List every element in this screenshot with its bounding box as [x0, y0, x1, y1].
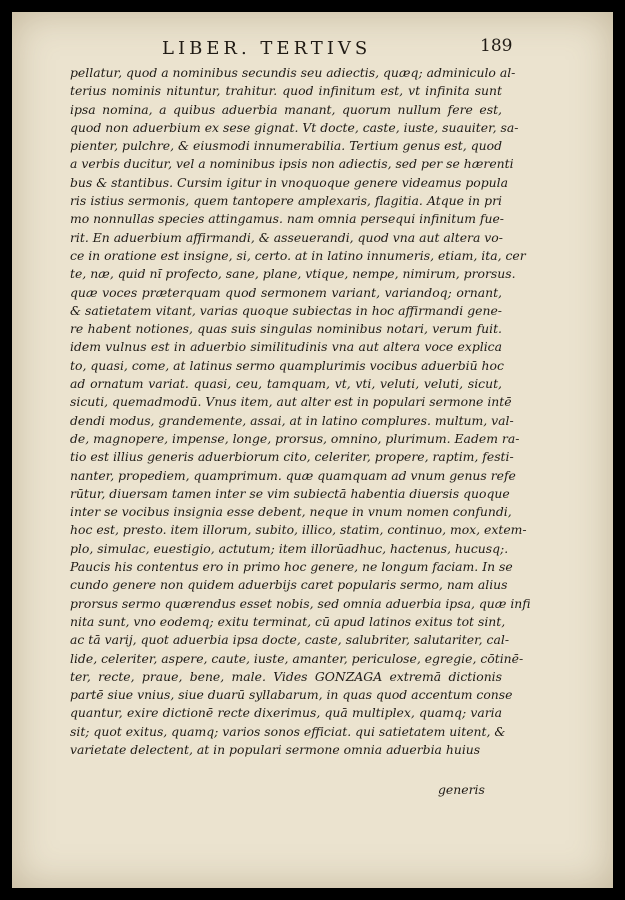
text-line: tio est illius generis aduerbiorum cito, celeriter, propere, raptim, festi-: [70, 449, 514, 465]
text-line: ad ornatum variat. quasi, ceu, tamquam, vt, vti, veluti, veluti, sicut,: [70, 376, 502, 392]
text-line: idem vulnus est in aduerbio similitudinis vna aut altera voce explica: [70, 339, 502, 355]
text-line: ter, recte, praue, bene, male. Vides GONZAGA extremā dictionis: [70, 668, 502, 684]
text-line: quæ voces præterquam quod sermonem variant, variandoq; ornant,: [70, 284, 502, 300]
text-line: hoc est, presto. item illorum, subito, illico, statim, continuo, mox, extem-: [70, 522, 527, 538]
text-line: terius nominis nituntur, trahitur. quod infinitum est, vt infinita sunt: [70, 83, 502, 99]
text-line: bus & stantibus. Cursim igitur in vnoquoque genere videamus popula: [70, 174, 508, 190]
body-text: [70, 64, 531, 759]
book-page: [12, 12, 613, 888]
text-line: dendi modus, grandemente, assai, at in latino complures. multum, val-: [70, 412, 514, 428]
text-line: sicuti, quemadmodū. Vnus item, aut alter est in populari sermone intē: [70, 394, 512, 410]
text-line: mo nonnullas species attingamus. nam omnia persequi infinitum fue-: [70, 211, 504, 227]
text-line: partē siue vnius, siue duarū syllabarum, in quas quod accentum conse: [70, 687, 513, 703]
page-header: [12, 36, 613, 64]
page-number: 189: [480, 36, 513, 56]
text-line: re habent notiones, quas suis singulas nominibus notari, verum fuit.: [70, 321, 502, 337]
text-line: te, næ, quid nı̄ profecto, sane, plane, vtique, nempe, nimirum, prorsus.: [70, 266, 516, 282]
text-line: sit; quot exitus, quamq; varios sonos efficiat. qui satietatem uitent, &: [70, 723, 506, 739]
text-line: quantur, exire dictionē recte dixerimus, quā multiplex, quamq; varia: [70, 705, 502, 721]
text-line: plo, simulac, euestigio, actutum; item illorūadhuc, hactenus, hucusq;.: [70, 540, 509, 556]
text-line: varietate delectent, at in populari sermone omnia aduerbia huius: [70, 741, 481, 757]
text-line: a verbis ducitur, vel a nominibus ipsis non adiectis, sed per se hærenti: [70, 156, 514, 172]
text-line: ce in oratione est insigne, si, certo. at in latino innumeris, etiam, ita, cer: [70, 247, 526, 263]
text-line: nanter, propediem, quamprimum. quæ quamquam ad vnum genus refe: [70, 467, 516, 483]
text-line: pienter, pulchre, & eiusmodi innumerabilia. Tertium genus est, quod: [70, 138, 502, 154]
text-line: de, magnopere, impense, longe, prorsus, omnino, plurimum. Eadem ra-: [70, 430, 520, 446]
text-line: rit. En aduerbium affirmandi, & asseuerandi, quod vna aut altera vo-: [70, 229, 503, 245]
text-line: to, quasi, come, at latinus sermo quamplurimis vocibus aduerbiū hoc: [70, 357, 504, 373]
text-line: inter se vocibus insignia esse debent, neque in vnum nomen confundi,: [70, 504, 512, 520]
text-line: nita sunt, vno eodemq; exitu terminat, cū apud latinos exitus tot sint,: [70, 613, 506, 629]
text-line: pellatur, quod a nominibus secundis seu adiectis, quæq; adminiculo al-: [70, 65, 516, 80]
text-line: ipsa nomina, a quibus aduerbia manant, quorum nullum fere est,: [70, 101, 502, 117]
text-line: prorsus sermo quærendus esset nobis, sed omnia aduerbia ipsa, quæ infi: [70, 595, 531, 611]
text-line: quod non aduerbium ex sese gignat. Vt docte, caste, iuste, suauiter, sa-: [70, 119, 519, 135]
catchword: generis: [438, 782, 485, 797]
text-line: cundo genere non quidem aduerbijs caret popularis sermo, nam alius: [70, 577, 508, 593]
text-line: lide, celeriter, aspere, caute, iuste, amanter, periculose, egregie, cōtinē-: [70, 650, 524, 666]
text-line: ac tā varij, quot aduerbia ipsa docte, caste, salubriter, salutariter, cal-: [70, 632, 510, 648]
running-head: LIBER. TERTIVS: [162, 38, 372, 59]
text-line: & satietatem vitant, varias quoque subiectas in hoc affirmandi gene-: [70, 302, 502, 318]
text-line: ris istius sermonis, quem tantopere amplexaris, flagitia. Atque in pri: [70, 193, 502, 209]
text-line: rūtur, diuersam tamen inter se vim subiectā habentia diuersis quoque: [70, 485, 510, 501]
text-line: Paucis his contentus ero in primo hoc genere, ne longum faciam. In se: [70, 559, 513, 575]
